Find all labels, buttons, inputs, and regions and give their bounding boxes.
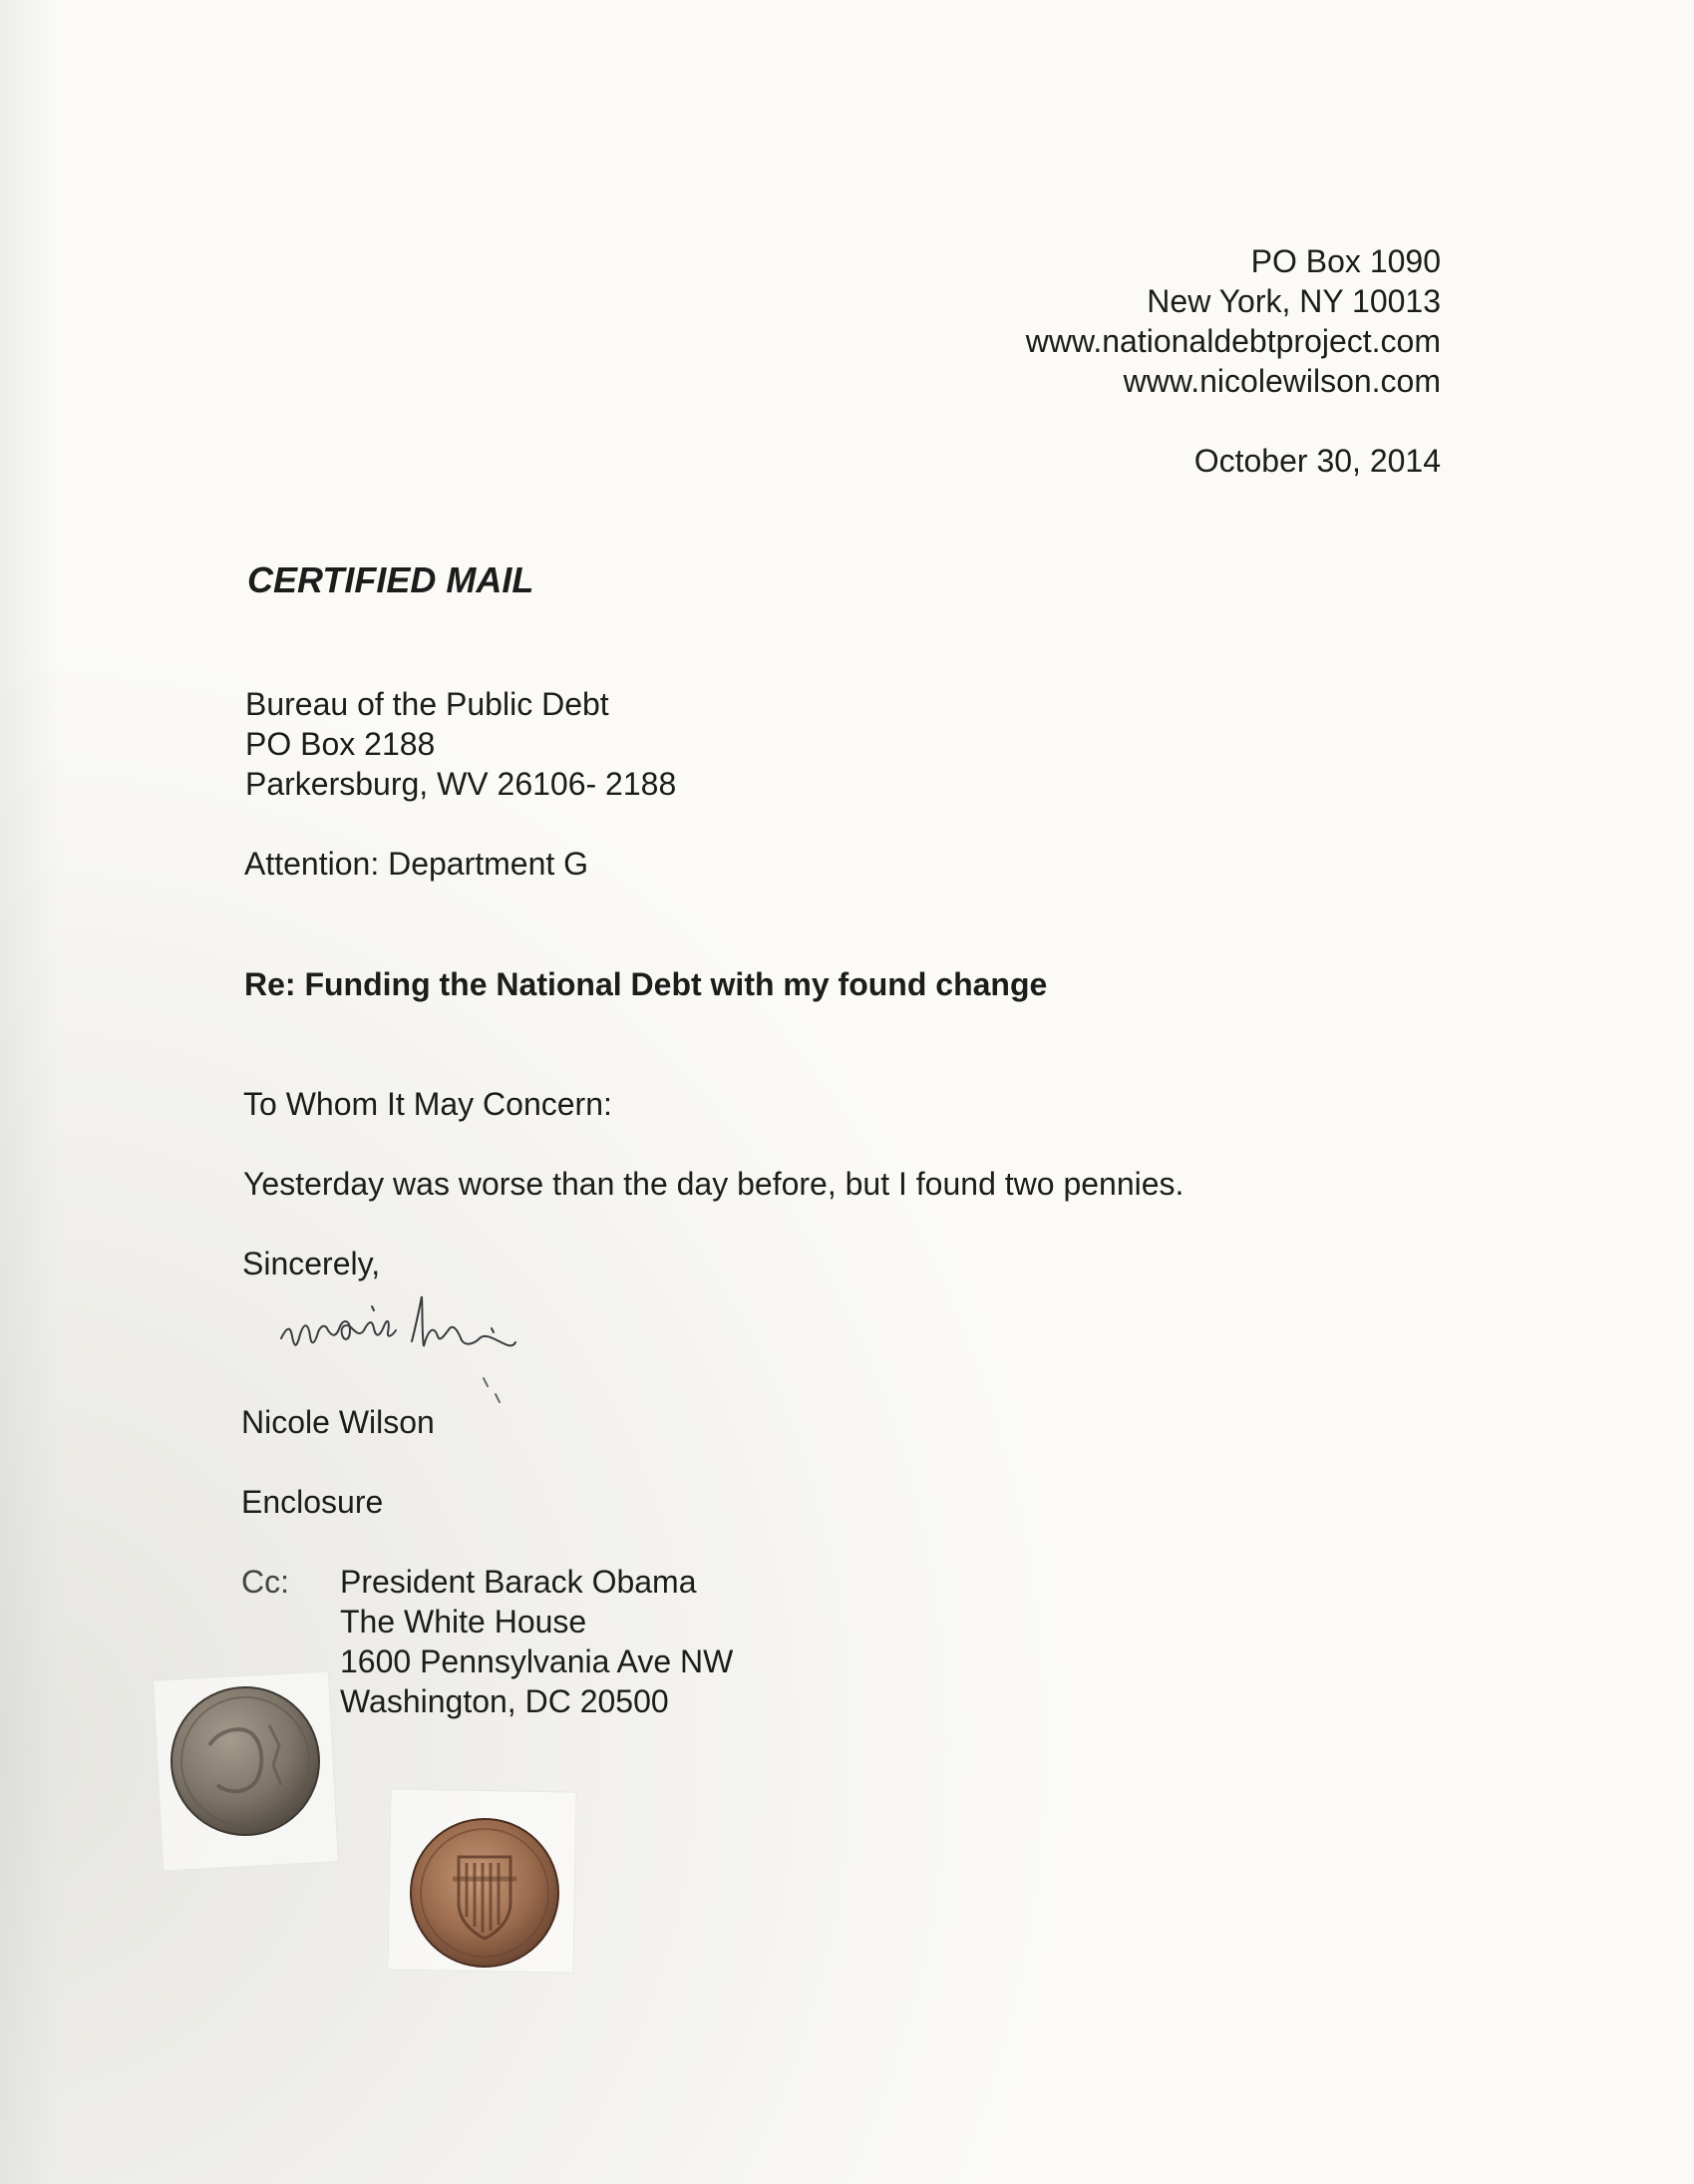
recipient-po-box: PO Box 2188 <box>245 726 436 762</box>
letter-body: Yesterday was worse than the day before, but I found two pennies. <box>243 1166 1185 1202</box>
letter-date: October 30, 2014 <box>1193 443 1441 479</box>
cc-recipient-street: 1600 Pennsylvania Ave NW <box>340 1643 734 1679</box>
sender-po-box: PO Box 1090 <box>1250 243 1441 279</box>
sender-website-personal: www.nicolewilson.com <box>1123 363 1441 399</box>
cc-label: Cc: <box>241 1564 289 1600</box>
recipient-city: Parkersburg, WV 26106- 2188 <box>245 766 677 802</box>
sender-address <box>1026 241 1441 401</box>
recipient-organization: Bureau of the Public Debt <box>245 686 609 722</box>
enclosure-note: Enclosure <box>241 1484 384 1520</box>
certified-mail-heading: CERTIFIED MAIL <box>247 559 534 600</box>
sender-city: New York, NY 10013 <box>1147 283 1441 319</box>
closing: Sincerely, <box>242 1246 381 1281</box>
cc-recipient-name: President Barack Obama <box>340 1564 697 1600</box>
attention-line: Attention: Department G <box>244 846 589 882</box>
wheat-penny-coin <box>169 1685 321 1837</box>
shield-penny-coin <box>409 1817 560 1969</box>
cc-recipient-building: The White House <box>340 1604 587 1639</box>
recipient-address <box>245 684 676 804</box>
subject-line: Re: Funding the National Debt with my found change <box>244 966 1048 1002</box>
cc-recipient-city: Washington, DC 20500 <box>340 1683 669 1719</box>
cc-address <box>340 1562 733 1721</box>
sender-name: Nicole Wilson <box>241 1404 435 1440</box>
salutation: To Whom It May Concern: <box>243 1086 612 1122</box>
sender-website-project: www.nationaldebtproject.com <box>1025 323 1441 359</box>
